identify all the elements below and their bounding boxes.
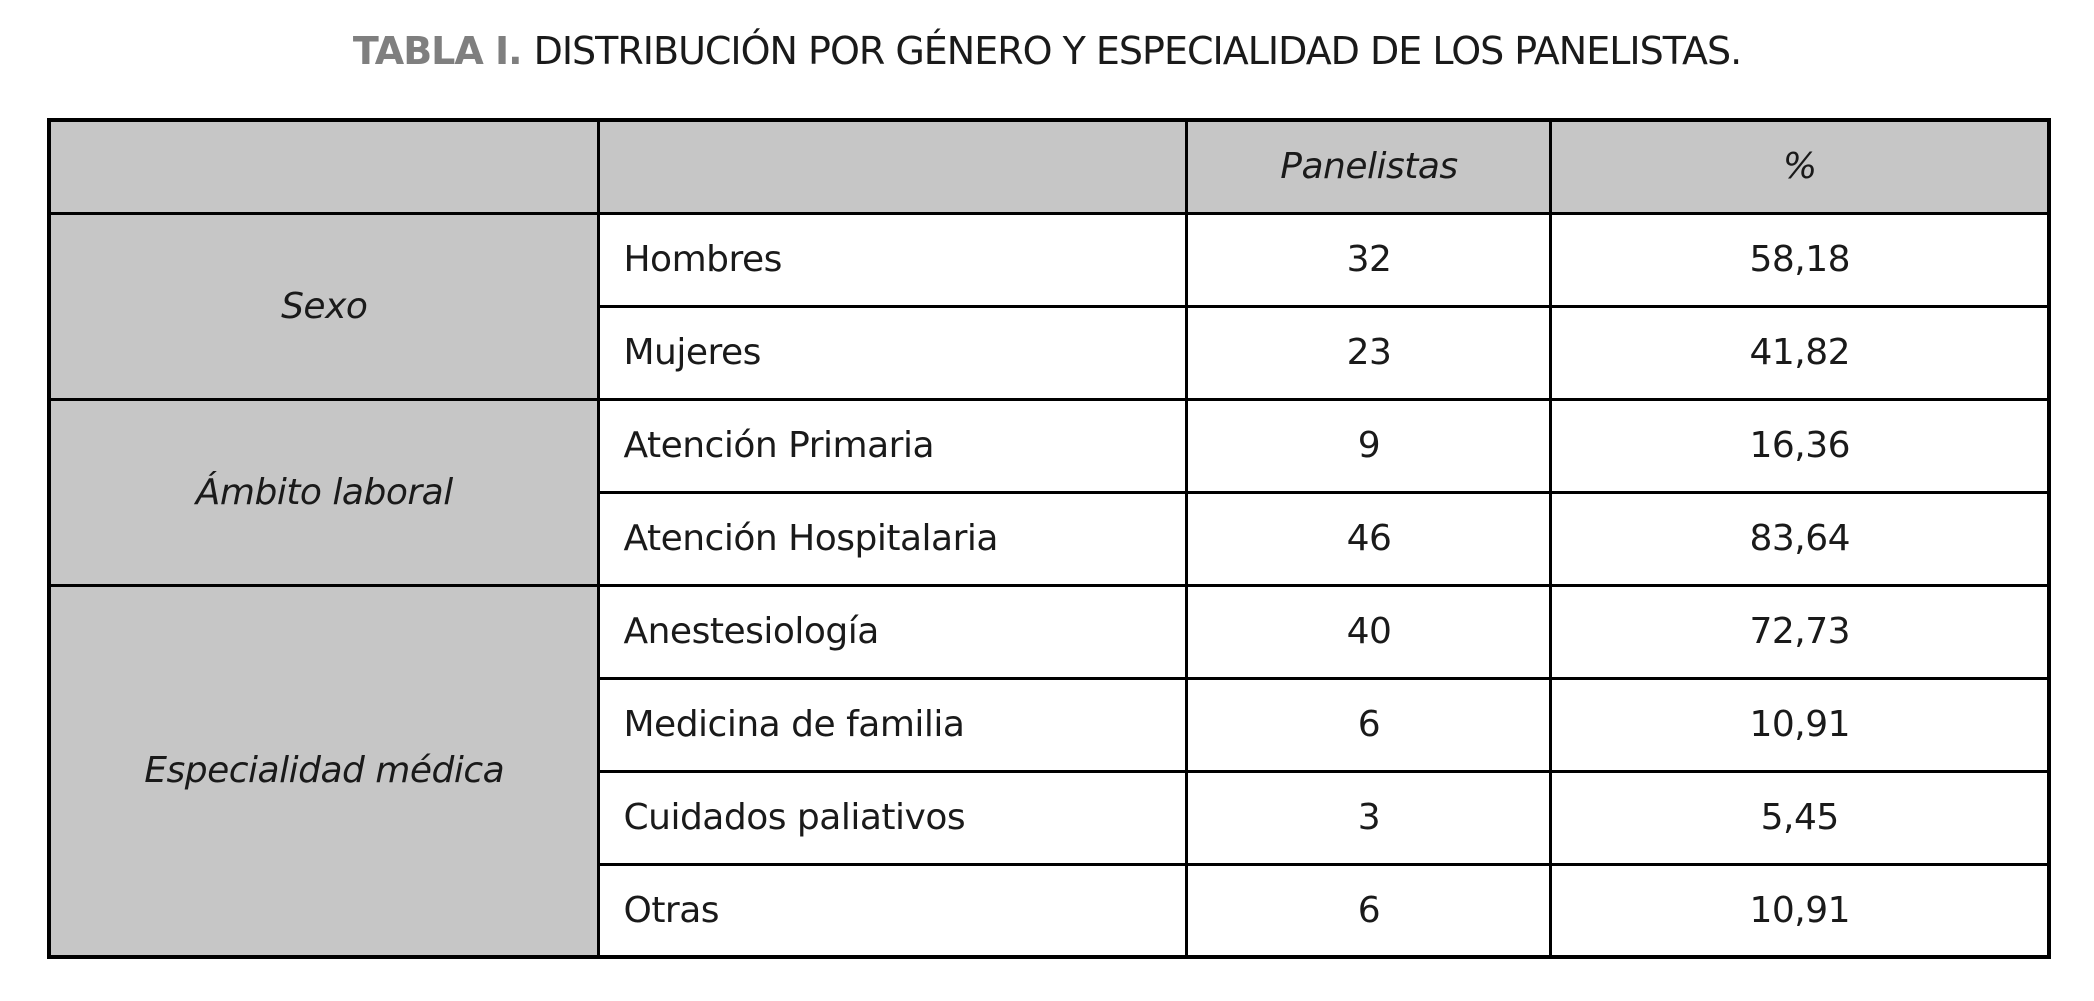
percent-value-cell: 83,64: [1551, 492, 2049, 585]
row-label-cell: Otras: [599, 864, 1187, 957]
row-label-cell: Medicina de familia: [599, 678, 1187, 771]
header-subcategory-empty: [599, 120, 1187, 213]
percent-value-cell: 72,73: [1551, 585, 2049, 678]
table-title: [0, 30, 2094, 74]
table-row: [49, 585, 2049, 678]
category-cell: Sexo: [49, 213, 599, 399]
table-title-text: DISTRIBUCIÓN POR GÉNERO Y ESPECIALIDAD DE LOS PANELISTAS.: [533, 29, 1742, 73]
percent-value-cell: 10,91: [1551, 678, 2049, 771]
panelistas-value-cell: 9: [1187, 399, 1551, 492]
table-row: [49, 213, 2049, 306]
header-row: [49, 120, 2049, 213]
percent-value-cell: 10,91: [1551, 864, 2049, 957]
panelistas-value-cell: 40: [1187, 585, 1551, 678]
percent-value-cell: 5,45: [1551, 771, 2049, 864]
header-category-empty: [49, 120, 599, 213]
panelists-table: [47, 118, 2051, 959]
row-label-cell: Hombres: [599, 213, 1187, 306]
row-label-cell: Atención Hospitalaria: [599, 492, 1187, 585]
panelistas-value-cell: 23: [1187, 306, 1551, 399]
table-header: [49, 120, 2049, 213]
panelistas-value-cell: 6: [1187, 678, 1551, 771]
panelistas-value-cell: 3: [1187, 771, 1551, 864]
percent-value-cell: 41,82: [1551, 306, 2049, 399]
table-title-label: TABLA I.: [352, 29, 522, 73]
header-percent: %: [1551, 120, 2049, 213]
table-row: [49, 399, 2049, 492]
percent-value-cell: 16,36: [1551, 399, 2049, 492]
panelistas-value-cell: 46: [1187, 492, 1551, 585]
percent-value-cell: 58,18: [1551, 213, 2049, 306]
category-cell: Especialidad médica: [49, 585, 599, 957]
category-cell: Ámbito laboral: [49, 399, 599, 585]
panelists-table-container: [47, 118, 2051, 959]
table-body: [49, 213, 2049, 957]
panelistas-value-cell: 32: [1187, 213, 1551, 306]
panelistas-value-cell: 6: [1187, 864, 1551, 957]
header-panelistas: Panelistas: [1187, 120, 1551, 213]
row-label-cell: Cuidados paliativos: [599, 771, 1187, 864]
row-label-cell: Mujeres: [599, 306, 1187, 399]
row-label-cell: Anestesiología: [599, 585, 1187, 678]
row-label-cell: Atención Primaria: [599, 399, 1187, 492]
